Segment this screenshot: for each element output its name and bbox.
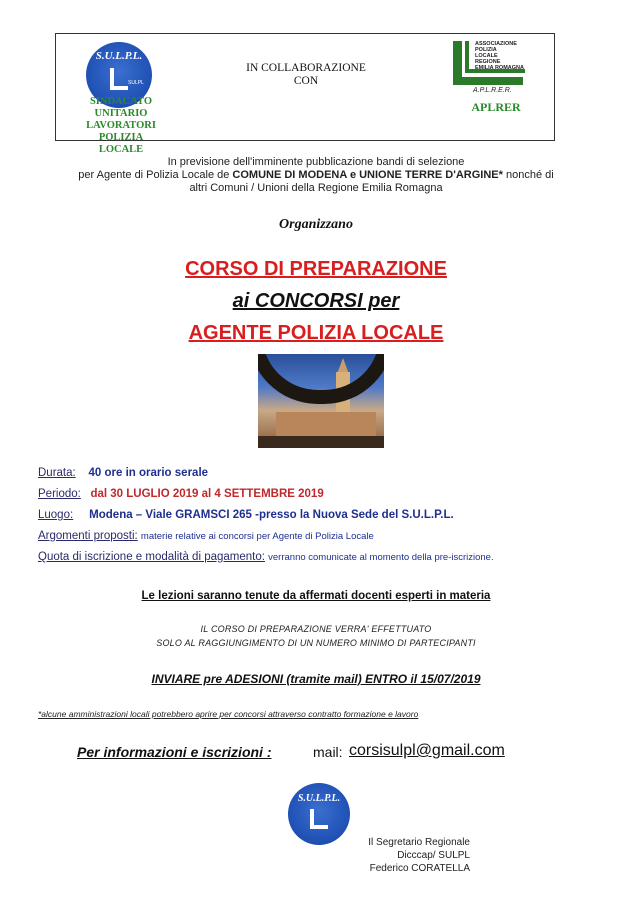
modena-cathedral-photo	[258, 354, 384, 448]
intro-line-2	[30, 169, 602, 182]
ground	[258, 436, 384, 448]
collab-line-2: CON	[293, 75, 319, 87]
luogo-row	[38, 508, 454, 522]
union-name	[76, 96, 166, 156]
organizzano-text: Organizzano	[279, 217, 353, 232]
periodo-value: dal 30 LUGLIO 2019 al 4 SETTEMBRE 2019	[90, 488, 324, 500]
aplrer-mark-bar	[453, 77, 523, 85]
aplrer-small-line-3: LOCALE	[475, 53, 498, 59]
periodo-row	[38, 487, 324, 501]
signature-line-3: Federico CORATELLA	[369, 863, 470, 874]
disclaimer: *alcune amministrazioni locali potrebbero aprire per concorsi attraverso contratto formazione e lavoro	[38, 709, 419, 719]
aplrer-name: APLRER	[471, 100, 521, 114]
mail-label: mail:	[313, 744, 343, 760]
arch-frame	[258, 354, 384, 404]
argomenti-value: materie relative ai concorsi per Agente di Polizia Locale	[140, 531, 374, 542]
header-box	[55, 33, 555, 155]
sulpl-mark-icon	[110, 68, 128, 90]
bottom-logo-text: S.U.L.P.L.	[297, 793, 341, 804]
email-link[interactable]: corsisulpl@gmail.com	[349, 742, 505, 759]
luogo-value: Modena – Viale GRAMSCI 265 -presso la Nuova Sede del S.U.L.P.L.	[89, 509, 454, 521]
intro-line-3: altri Comuni / Unioni della Regione Emilia Romagna	[189, 182, 443, 194]
union-name-line-2: LAVORATORI POLIZIA	[86, 120, 156, 143]
durata-label: Durata:	[38, 467, 76, 479]
durata-row	[38, 466, 208, 480]
intro-line-2-post: nonché di	[502, 169, 554, 181]
aplrer-small-line-1: ASSOCIAZIONE	[475, 41, 517, 47]
title-line-3: AGENTE POLIZIA LOCALE	[188, 322, 444, 344]
argomenti-label: Argomenti proposti:	[38, 530, 138, 542]
durata-value: 40 ore in orario serale	[88, 467, 209, 479]
lessons-text: Le lezioni saranno tenute da affermati docenti esperti in materia	[141, 590, 491, 602]
intro-line-1: In previsione dell'imminente pubblicazione bandi di selezione	[167, 156, 465, 168]
luogo-label: Luogo:	[38, 509, 74, 521]
aplrer-logo-sig: A.P.L.R.E.R.	[473, 87, 512, 94]
sulpl-bottom-mark-icon	[310, 809, 328, 829]
aplrer-small-line-2: POLIZIA	[475, 47, 497, 53]
quota-label: Quota di iscrizione e modalità di pagamento:	[38, 551, 265, 563]
note-line-1: IL CORSO DI PREPARAZIONE VERRA' EFFETTUATO	[200, 624, 432, 634]
union-name-line-3: LOCALE	[98, 144, 144, 155]
signature-block	[350, 836, 470, 875]
title-line-1: CORSO DI PREPARAZIONE	[185, 258, 447, 280]
quota-value: verranno comunicate al momento della pre-iscrizione.	[268, 552, 494, 563]
collaboration-text	[246, 62, 366, 88]
periodo-label: Periodo:	[38, 488, 81, 500]
note-line-2: SOLO AL RAGGIUNGIMENTO DI UN NUMERO MINIMO DI PARTECIPANTI	[156, 638, 476, 648]
intro-line-2-bold: COMUNE DI MODENA e UNIONE TERRE D'ARGINE*	[232, 169, 503, 181]
aplrer-logo	[449, 39, 539, 99]
sulpl-logo-small: SULPL	[128, 80, 144, 86]
union-name-line-1: SINDACATO UNITARIO	[89, 96, 153, 119]
intro-line-2-pre: per Agente di Polizia Locale de	[78, 169, 233, 181]
signature-line-1: Il Segretario Regionale	[368, 837, 470, 848]
title-line-2: ai CONCORSI per	[232, 290, 400, 312]
send-deadline: INVIARE pre ADESIONI (tramite mail) ENTRO il 15/07/2019	[151, 672, 481, 686]
info-label: Per informazioni e iscrizioni :	[77, 744, 272, 760]
quota-row	[38, 550, 494, 565]
collab-line-1: IN COLLABORAZIONE	[246, 62, 366, 74]
church	[276, 412, 376, 438]
sulpl-bottom-logo	[288, 783, 350, 845]
argomenti-row	[38, 529, 374, 544]
aplrer-logo-small-text	[475, 41, 524, 71]
sulpl-logo-text: S.U.L.P.L.	[95, 50, 143, 62]
aplrer-small-line-4: REGIONE	[475, 59, 501, 65]
signature-line-2: Dicccap/ SULPL	[397, 850, 470, 861]
aplrer-small-line-5: EMILIA ROMAGNA	[475, 65, 524, 71]
